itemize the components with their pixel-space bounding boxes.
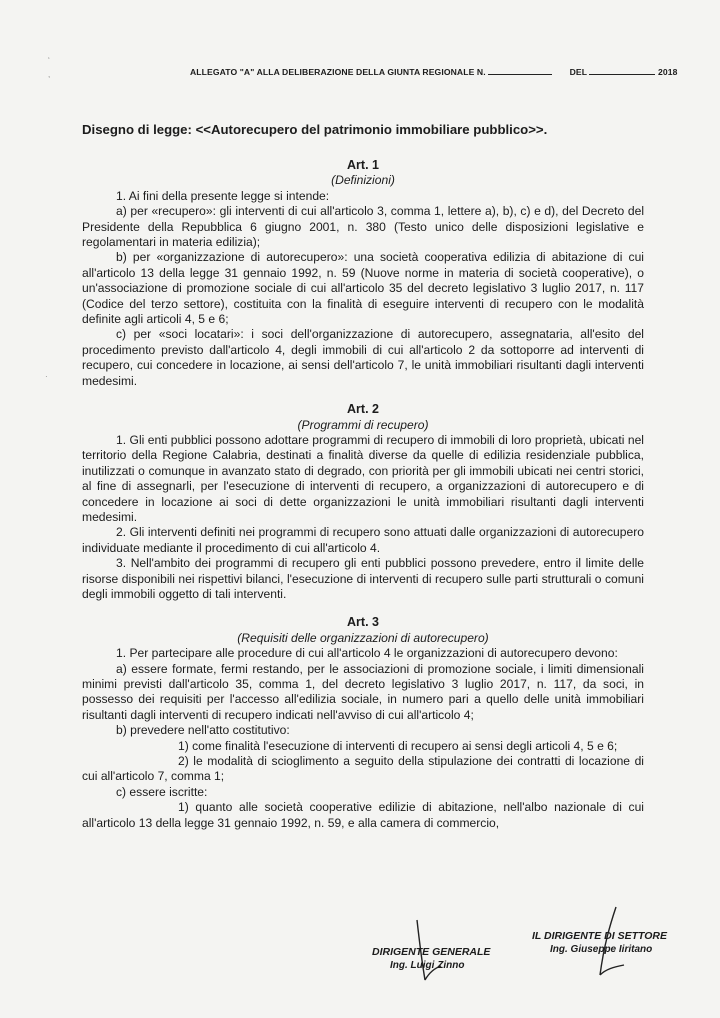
article-number: Art. 1 [347, 158, 379, 172]
spacer [82, 389, 644, 402]
paragraph: 1. Per partecipare alle procedure di cui all'articolo 4 le organizzazioni di autorecupero devono: [116, 646, 618, 661]
paragraph: c) per «soci locatari»: i soci dell'organizzazione di autorecupero, assegnataria, all'esito del procedimento previsto dall'articolo 4, degli immobili di cui all'articolo 2 da sottoporre ad interventi di recupero, cui concedere in locazione, ai sensi dell'articolo 7, le unità immobiliari risultanti dagli interventi medesimi. [82, 327, 644, 388]
paragraph: 1. Ai fini della presente legge si intende: [116, 188, 330, 203]
signature-name: Ing. Luigi Zinno [390, 960, 465, 971]
article-number: Art. 3 [347, 615, 379, 630]
scan-mark: · [45, 372, 48, 381]
header-date-blank [589, 67, 655, 75]
article-subtitle: (Programmi di recupero) [297, 417, 429, 432]
signature-role: DIRIGENTE GENERALE [372, 946, 491, 958]
signature-block-settore [532, 930, 667, 956]
scan-mark: ‘ [48, 56, 50, 65]
paragraph: b) per «organizzazione di autorecupero»: una società cooperativa edilizia di abitazione di cui all'articolo 13 della legge 31 gennaio 1992, n. 59 (Nuove norme in materia di società cooperative), o un'associazione di promozione sociale di cui all'articolo 35 del decreto legislativo 3 luglio 2017, n. 117 (Codice del terzo settore), costituita con la finalità di eseguire interventi di recupero con le modalità definite agli articoli 4, 5 e 6; [82, 250, 644, 327]
header-allegato: ALLEGATO "A" ALLA DELIBERAZIONE DELLA GIUNTA REGIONALE N. [190, 67, 486, 77]
header-year: 2018 [657, 67, 678, 77]
document-body [82, 158, 644, 831]
article-number: Art. 2 [347, 402, 379, 417]
article-subtitle: (Definizioni) [331, 173, 395, 188]
signature-block-general [372, 946, 490, 972]
paragraph: 1) quanto alle società cooperative edilizie di abitazione, nell'albo nazionale di cui all'articolo 13 della legge 31 gennaio 1992, n. 59, e alla camera di commercio, [82, 800, 644, 830]
bill-title: Disegno di legge: <<Autorecupero del patrimonio immobiliare pubblico>>. [82, 122, 548, 137]
signature-name: Ing. Giuseppe Iiritano [550, 944, 653, 955]
paragraph: b) prevedere nell'atto costitutivo: [116, 723, 290, 738]
header-number-blank [488, 67, 552, 75]
paragraph: a) per «recupero»: gli interventi di cui all'articolo 3, comma 1, lettere a), b), c) e d), del Decreto del Presidente della Repubblica 6 giugno 2001, n. 380 (Testo unico delle disposizioni legislative e regolamentari in materia edilizia); [82, 204, 644, 250]
paragraph: c) essere iscritte: [116, 784, 208, 799]
paragraph: 2. Gli interventi definiti nei programmi di recupero sono attuati dalle organizzazioni di autorecupero individuate mediante il procedimento di cui all'articolo 4. [82, 525, 644, 555]
paragraph: 1) come finalità l'esecuzione di interventi di recupero ai sensi degli articoli 4, 5 e 6; [178, 738, 618, 753]
spacer [82, 602, 644, 615]
signature-role: IL DIRIGENTE DI SETTORE [532, 930, 667, 942]
paragraph: 1. Gli enti pubblici possono adottare programmi di recupero di immobili di loro proprietà, ubicati nel territorio della Regione Calabria, destinati a finalità diverse da quelle di edilizia residenziale pubblica, inutilizzati o comunque in avanzato stato di degrado, con priorità per gli immobili ubicati nei centri storici, al fine di assegnarli, per l'esecuzione di interventi di recupero, a organizzazioni di autorecupero e di concedere in locazione ai soci di dette organizzazioni le unità immobiliari risultanti dagli interventi medesimi. [82, 432, 644, 524]
header-del: DEL [569, 67, 587, 77]
article-subtitle: (Requisiti delle organizzazioni di autorecupero) [237, 630, 489, 645]
scan-mark: , [48, 70, 51, 79]
paragraph: a) essere formate, fermi restando, per le associazioni di promozione sociale, i limiti dimensionali minimi previsti dall'articolo 35, comma 1, del decreto legislativo 3 luglio 2017, n. 117, da soci, in possesso dei requisiti per l'accesso all'edilizia sociale, in numero pari a quello delle unità immobiliari risultanti dagli interventi di recupero indicati nell'avviso di cui all'articolo 4; [82, 661, 644, 722]
document-header [190, 67, 678, 77]
paragraph: 3. Nell'ambito dei programmi di recupero gli enti pubblici possono prevedere, entro il limite delle risorse disponibili nei rispettivi bilanci, l'esecuzione di interventi di recupero sulle parti strutturali o comuni degli immobili oggetto di tali interventi. [82, 556, 644, 601]
paragraph: 2) le modalità di scioglimento a seguito della stipulazione dei contratti di locazione di cui all'articolo 7, comma 1; [82, 754, 644, 784]
